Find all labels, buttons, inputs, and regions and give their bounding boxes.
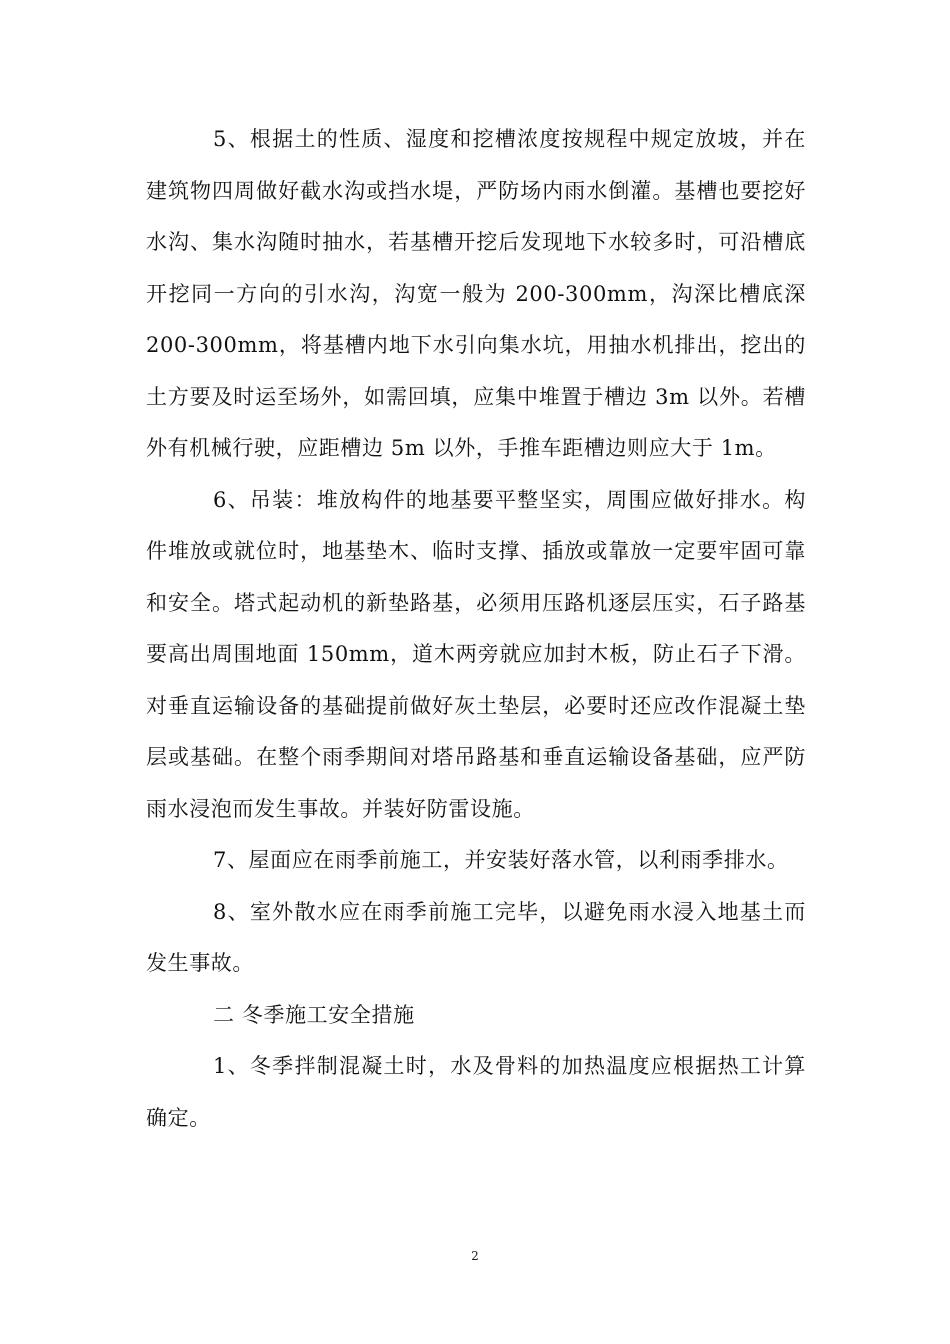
paragraph-hoisting: 6、吊装：堆放构件的地基要平整坚实，周围应做好排水。构件堆放或就位时，地基垫木、临时支撑、插放或靠放一定要牢固可靠和安全。塔式起动机的新垫路基，必须用压路机逐层压实，石子路基要高出周围地面 150mm，道木两旁就应加封木板，防止石子下滑。对垂直运输设备的基础提前做好灰土垫层，必要时还应改作混凝土垫层或基础。在整个雨季期间对塔吊路基和垂直运输设备基础，应严防雨水浸泡而发生事故。并装好防雷设施。	[146, 487, 806, 821]
paragraph-rainy-excavation: 5、根据土的性质、湿度和挖槽浓度按规程中规定放坡，并在建筑物四周做好截水沟或挡水堤，严防场内雨水倒灌。基槽也要挖好水沟、集水沟随时抽水，若基槽开挖后发现地下水较多时，可沿槽底开挖同一方向的引水沟，沟宽一般为 200-300mm，沟深比槽底深 200-300mm，将基槽内地下水引向集水坑，用抽水机排出，挖出的土方要及时运至场外，如需回填，应集中堆置于槽边 3m 以外。若槽外有机械行驶，应距槽边 5m 以外，手推车距槽边则应大于 1m。	[146, 127, 806, 460]
section-heading-winter: 二 冬季施工安全措施	[213, 1002, 415, 1027]
paragraph-winter-concrete: 1、冬季拌制混凝土时，水及骨料的加热温度应根据热工计算确定。	[146, 1054, 806, 1130]
paragraph-roofing: 7、屋面应在雨季前施工，并安装好落水管，以利雨季排水。	[213, 848, 789, 872]
body-text	[146, 114, 806, 1144]
page-number: 2	[471, 1249, 479, 1263]
paragraph-outdoor-apron: 8、室外散水应在雨季前施工完毕，以避免雨水浸入地基土而发生事故。	[146, 899, 806, 975]
